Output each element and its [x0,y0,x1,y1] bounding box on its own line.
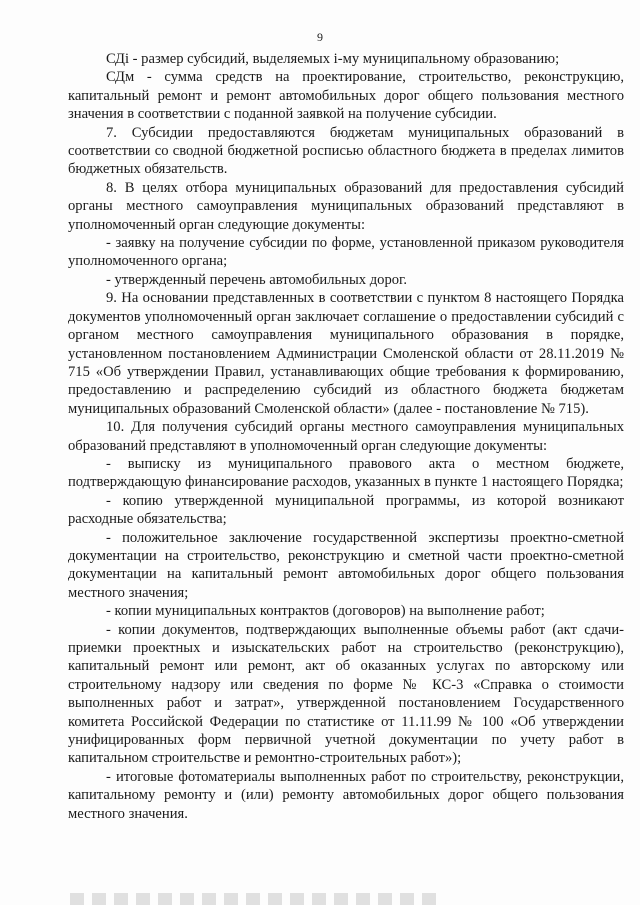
paragraph-8-item-road-list: - утвержденный перечень автомобильных дорог. [106,271,408,288]
paragraph-7: 7. Субсидии предоставляются бюджетам муниципальных образований в соответствии со сводной бюджетной росписью областного бюджета в пределах лимитов бюджетных обязательств. [68,124,624,178]
paragraph-10-item-work-documents: - копии документов, подтверждающих выполненные объемы работ (акт сдачи-приемки проектных и изыскательских работ на строительство (реконструкцию), капитальный ремонт или ремонт, акт об оказанных услугах по авторскому или строительному надзору или сведения по форме № КС-3 «Справка о стоимости выполненных работ и затрат», утвержденной постановлением Государственного комитета Российской Федерации по статистике от 11.11.99 № 100 «Об утверждении унифицированных форм первичной учетной документации по учету работ в капитальном строительстве и ремонтно-строительных работ»); [68,621,624,767]
paragraph-sd-i: СДi - размер субсидий, выделяемых i-му муниципальному образованию; [106,51,560,67]
paragraph-10: 10. Для получения субсидий органы местного самоуправления муниципальных образований представляют в уполномоченный орган следующие документы: [68,419,624,454]
paragraph-8: 8. В целях отбора муниципальных образований для предоставления субсидий органы местного самоуправления муниципальных образований представляют в уполномоченный орган следующие документы: [68,179,624,233]
paragraph-9: 9. На основании представленных в соответствии с пунктом 8 настоящего Порядка документов уполномоченный орган заключает соглашение о предоставлении субсидий с органом местного самоуправления муниципального образования в порядке, установленном постановлением Администрации Смоленской области от 28.11.2019 № 715 «Об утверждении Правил, устанавливающих общие требования к формированию, предоставлению и распределению субсидий из областного бюджета бюджетам муниципальных образований Смоленской области» (далее - постановление № 715). [68,290,624,417]
paragraph-10-item-expertise: - положительное заключение государственной экспертизы проектно-сметной документации на строительство, реконструкцию и сметной части проектно-сметной документации на капитальный ремонт автомобильных дорог общего пользования местного значения; [68,529,624,601]
paragraph-10-item-budget-extract: - выписку из муниципального правового акта о местном бюджете, подтверждающую финансирование расходов, указанных в пункте 1 настоящего Порядка; [68,455,624,491]
document-body [68,50,624,823]
paragraph-10-item-program-copy: - копию утвержденной муниципальной программы, из которой возникают расходные обязательства; [68,492,624,528]
paragraph-8-item-application: - заявку на получение субсидии по форме, установленной приказом руководителя уполномоченного органа; [68,235,624,270]
page-number: 9 [317,30,323,44]
paragraph-sd-m: СДм - сумма средств на проектирование, строительство, реконструкцию, капитальный ремонт и ремонт автомобильных дорог общего пользования местного значения в соответствии с поданной заявкой на получение субсидии. [68,69,624,123]
scan-artifact-edge [70,893,440,905]
paragraph-10-item-contracts: - копии муниципальных контрактов (договоров) на выполнение работ; [106,603,545,620]
paragraph-10-item-photos: - итоговые фотоматериалы выполненных работ по строительству, реконструкции, капитальному ремонту и (или) ремонту автомобильных дорог общего пользования местного значения. [68,768,624,822]
